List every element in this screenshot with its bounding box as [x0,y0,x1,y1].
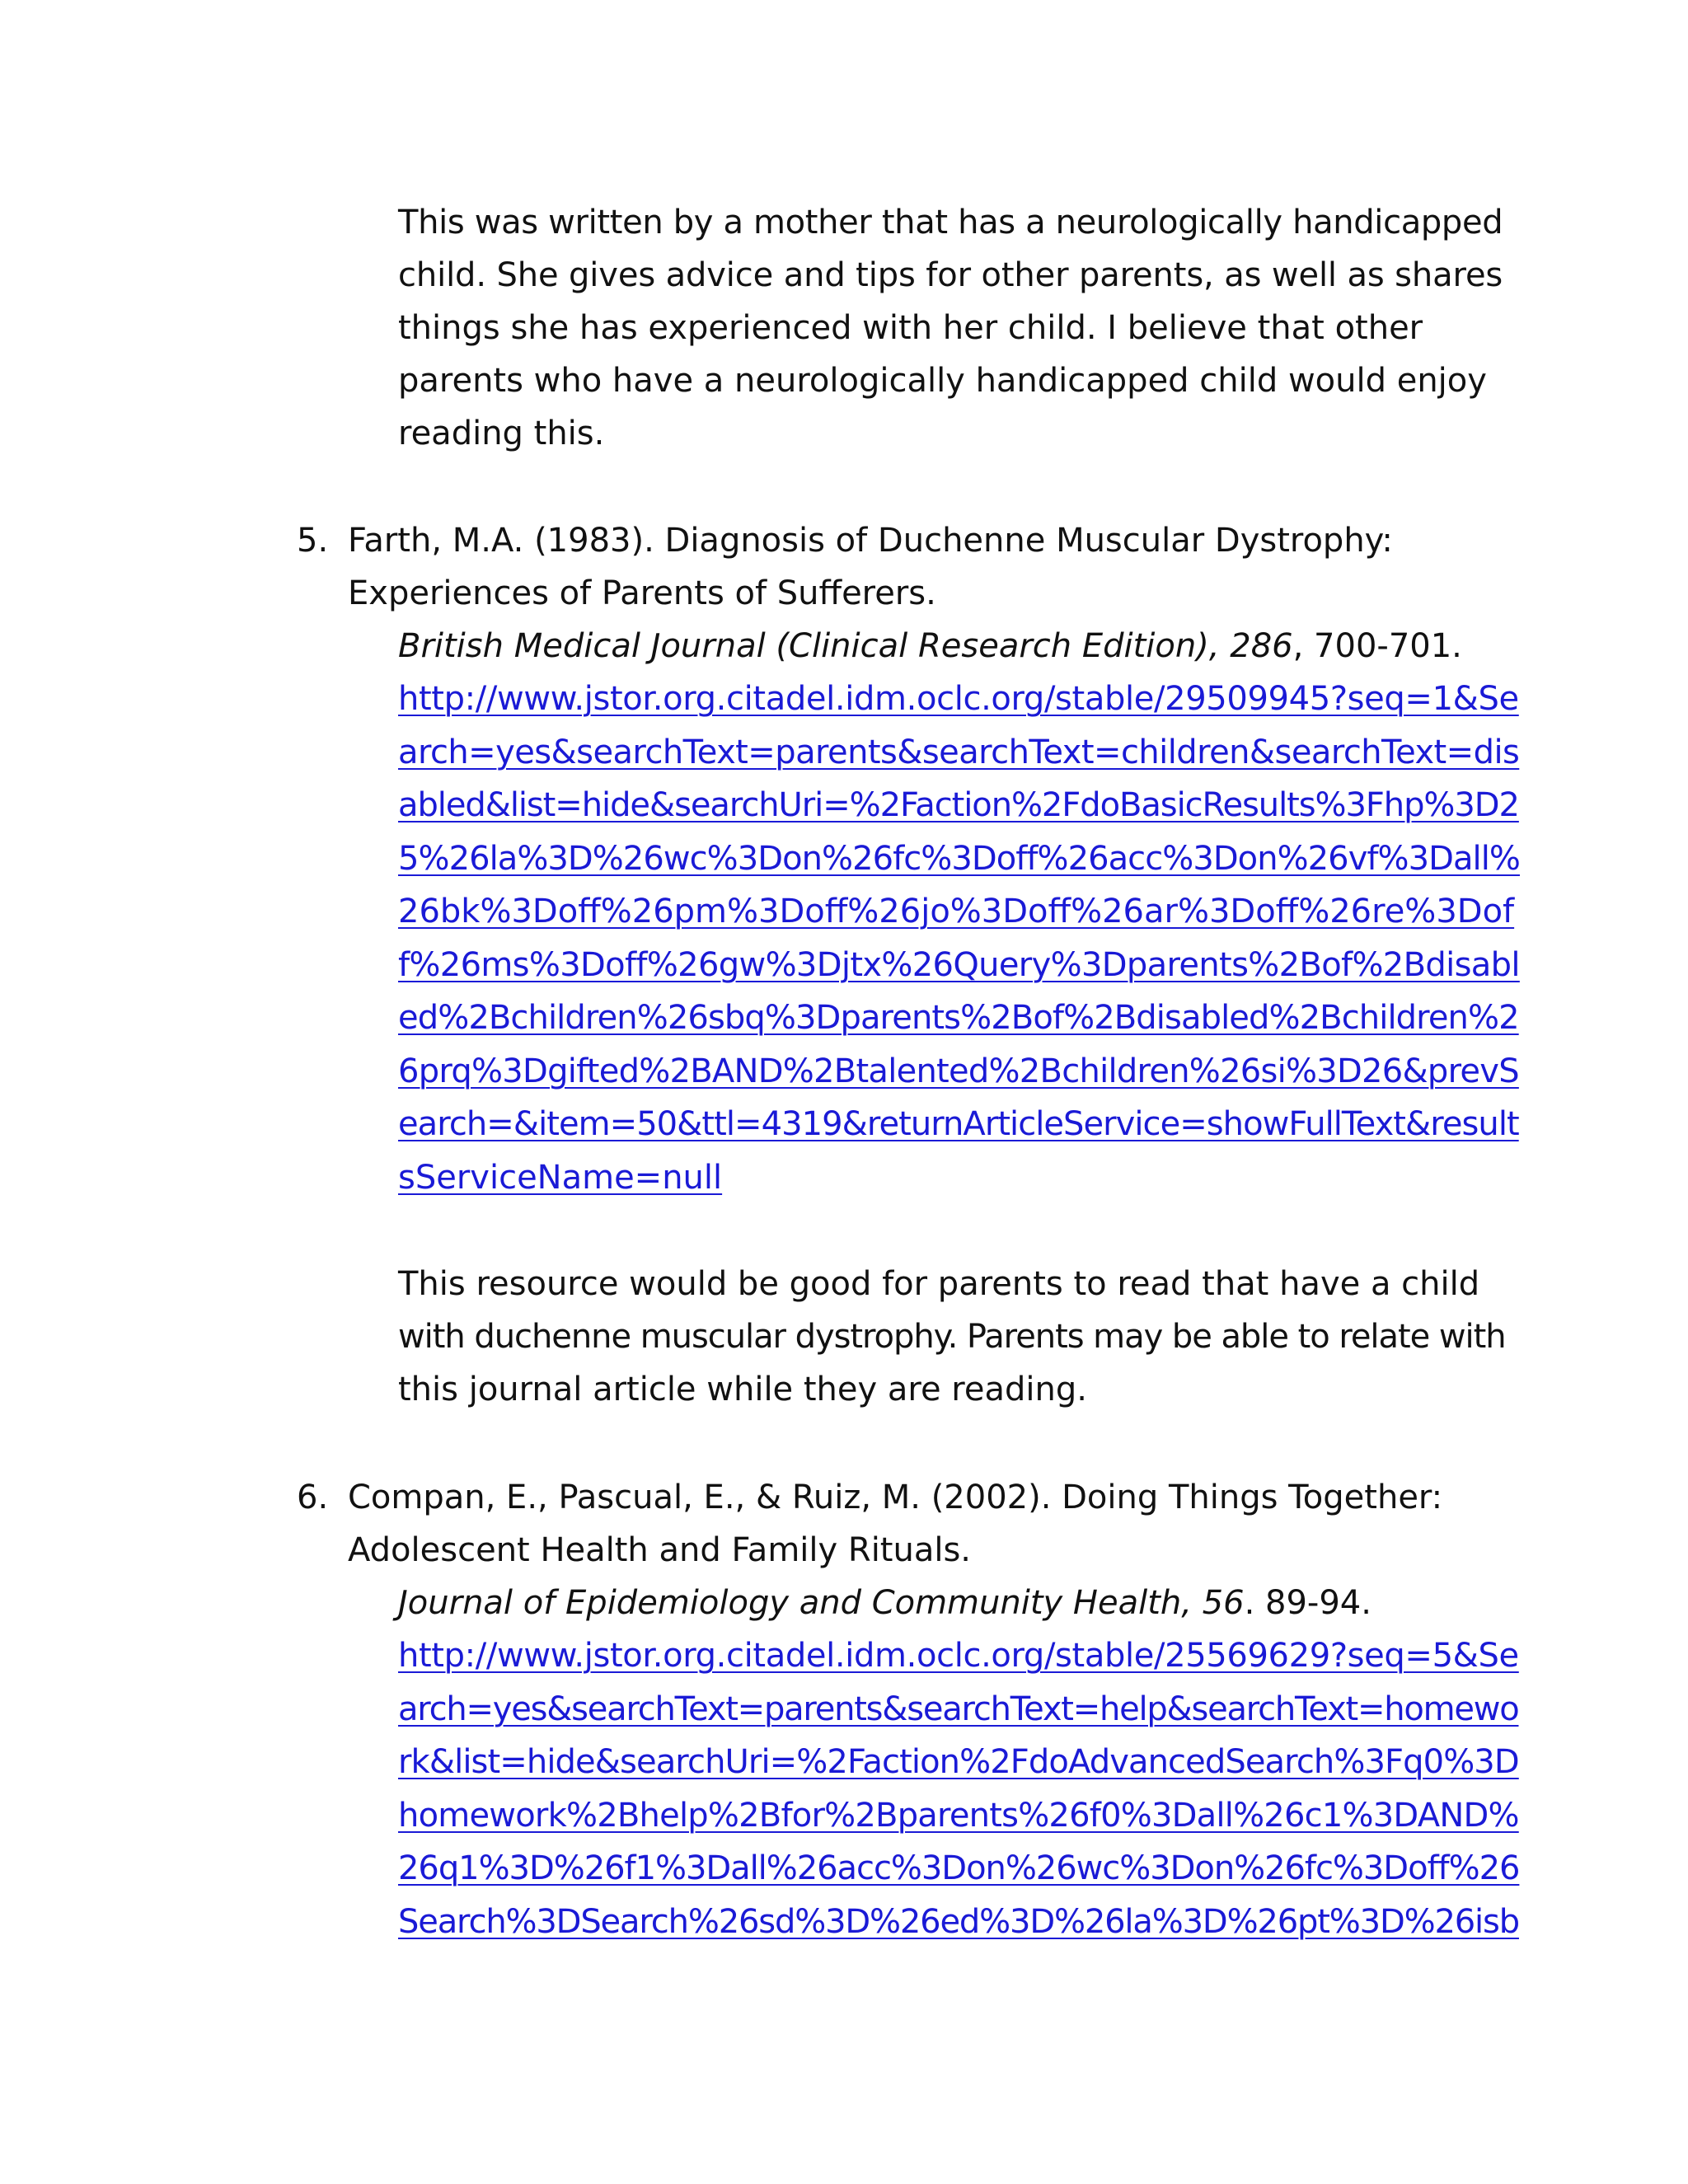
text-line: reading this. [398,415,605,452]
url-link-line[interactable]: Search%3DSearch%26sd%3D%26ed%3D%26la%3D%26pt%3D%26isb [398,1902,1519,1941]
url-link-line[interactable]: sServiceName=null [398,1158,723,1197]
url-link-line[interactable]: http://www.jstor.org.citadel.idm.oclc.org/stable/25569629?seq=5&Se [398,1637,1519,1675]
url-link-line[interactable]: ed%2Bchildren%26sbq%3Dparents%2Bof%2Bdisabled%2Bchildren%2 [398,999,1519,1037]
citation-5-url[interactable] [398,673,1519,1204]
url-link-line[interactable]: abled&list=hide&searchUri=%2Faction%2FdoBasicResults%3Fhp%3D2 [398,786,1519,824]
url-link-line[interactable]: 26bk%3Doff%26pm%3Doff%26jo%3Doff%26ar%3Doff%26re%3Dof [398,893,1515,930]
url-link-line[interactable]: 26q1%3D%26f1%3Dall%26acc%3Don%26wc%3Don%26fc%3Doff%26 [398,1849,1520,1887]
citation-6-heading [297,1471,1442,1524]
url-link-line[interactable]: f%26ms%3Doff%26gw%3Djtx%26Query%3Dparents%2Bof%2Bdisabl [398,945,1520,984]
journal-title: Journal of Epidemiology and Community Health, 56 [398,1584,1245,1622]
citation-5-title: Experiences of Parents of Sufferers. [348,574,936,612]
journal-title: British Medical Journal (Clinical Research Edition), 286 [398,627,1293,665]
url-link-line[interactable]: 5%26la%3D%26wc%3Don%26fc%3Doff%26acc%3Don%26vf%3Dall% [398,839,1520,878]
citation-number: 6. [297,1479,329,1516]
citation-5-heading [297,514,1393,567]
url-link-line[interactable]: http://www.jstor.org.citadel.idm.oclc.org/stable/29509945?seq=1&Se [398,680,1519,718]
annotation-paragraph-5 [398,1258,1506,1416]
citation-5-journal [398,620,1462,673]
url-link-line[interactable]: arch=yes&searchText=parents&searchText=children&searchText=dis [398,733,1520,771]
text-line: parents who have a neurologically handicapped child would enjoy [398,362,1487,400]
journal-pages: . 89-94. [1244,1584,1372,1622]
citation-6-journal [398,1577,1372,1629]
text-line: this journal article while they are reading. [398,1371,1087,1408]
url-link-line[interactable]: homework%2Bhelp%2Bfor%2Bparents%26f0%3Dall%26c1%3DAND% [398,1796,1519,1835]
text-line: with duchenne muscular dystrophy. Parents may be able to relate with [398,1318,1506,1356]
text-line: This resource would be good for parents to read that have a child [398,1265,1480,1303]
url-link-line[interactable]: rk&list=hide&searchUri=%2Faction%2FdoAdvancedSearch%3Fq0%3D [398,1743,1519,1781]
annotation-paragraph-4 [398,196,1503,460]
url-link-line[interactable]: 6prq%3Dgifted%2BAND%2Btalented%2Bchildren%26si%3D26&prevS [398,1052,1519,1090]
citation-number: 5. [297,522,329,560]
text-line: This was written by a mother that has a neurologically handicapped [398,204,1503,241]
text-line: things she has experienced with her child. I believe that other [398,309,1423,347]
url-link-line[interactable]: earch=&item=50&ttl=4319&returnArticleService=showFullText&result [398,1105,1519,1143]
citation-6-url[interactable] [398,1629,1519,1948]
citation-authors-title: Farth, M.A. (1983). Diagnosis of Duchenne Muscular Dystrophy: [348,522,1393,560]
text-line: child. She gives advice and tips for other parents, as well as shares [398,256,1503,294]
citation-6-title: Adolescent Health and Family Rituals. [348,1531,972,1569]
citation-authors-title: Compan, E., Pascual, E., & Ruiz, M. (2002). Doing Things Together: [348,1479,1443,1516]
journal-pages: , 700-701. [1292,627,1462,665]
url-link-line[interactable]: arch=yes&searchText=parents&searchText=help&searchText=homewo [398,1690,1519,1728]
